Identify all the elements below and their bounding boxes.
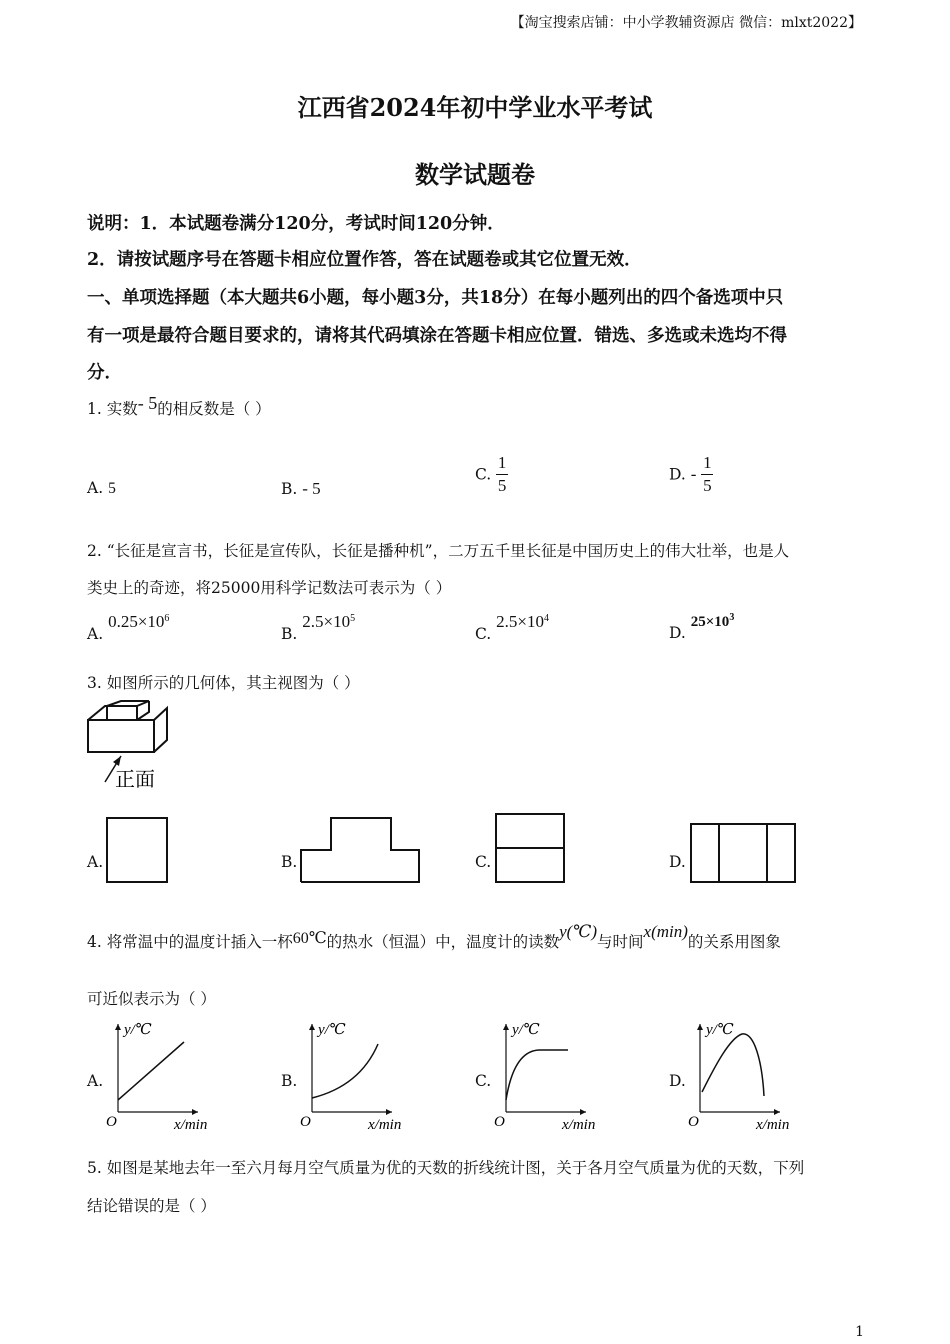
question-1: [87, 393, 271, 419]
question-4-line2: 可近似表示为（ ）: [87, 990, 216, 1008]
question-5-line2: 结论错误的是（ ）: [87, 1197, 216, 1215]
q3-option-b-label[interactable]: B.: [281, 853, 298, 871]
q4-option-d-label[interactable]: D.: [669, 1072, 686, 1090]
q3-option-a-label[interactable]: A.: [87, 853, 104, 871]
q3-option-a-figure[interactable]: [105, 816, 171, 886]
header-note: 【淘宝搜索店铺：中小学教辅资源店 微信：mlxt2022】: [510, 15, 862, 31]
q4-option-c-graph[interactable]: [488, 1016, 613, 1136]
q4-yvar: y(℃): [559, 922, 598, 941]
q4-option-b-label[interactable]: B.: [281, 1072, 298, 1090]
q1-option-c[interactable]: C. $\frac{1}{5}$: [475, 453, 507, 495]
q3-option-d-label[interactable]: D.: [669, 853, 686, 871]
exam-subtitle: 数学试题卷: [415, 160, 535, 189]
page-number: 1: [855, 1324, 864, 1340]
q4-option-a-label[interactable]: A.: [87, 1072, 104, 1090]
q4-b-origin: O: [300, 1114, 311, 1130]
q2-option-b[interactable]: B. $2.5\times 10^5$: [281, 612, 356, 643]
q4-b-ylabel: y/℃: [318, 1022, 346, 1038]
q3-option-d-figure[interactable]: [689, 822, 799, 886]
q3-option-b-figure[interactable]: [299, 816, 423, 886]
q1-pre: 1. 实数: [87, 400, 138, 418]
q2-option-d[interactable]: D. $25\times 10^3$: [669, 612, 735, 643]
q4-c-origin: O: [494, 1114, 505, 1130]
instruction-2: 2．请按试题序号在答题卡相应位置作答，答在试题卷或其它位置无效．: [87, 250, 642, 270]
q3-option-c-label[interactable]: C.: [475, 853, 492, 871]
q3-front-label: 正面: [115, 769, 155, 791]
q2-option-c[interactable]: C. $2.5\times 10^4$: [475, 612, 550, 643]
question-2-line2: 类史上的奇迹，将25000用科学记数法可表示为（ ）: [87, 579, 452, 597]
q4-d-ylabel: y/℃: [706, 1022, 734, 1038]
q2-option-a[interactable]: A. $0.25\times 10^6$: [87, 612, 170, 643]
q3-solid-figure: [85, 700, 185, 795]
q4-a-origin: O: [106, 1114, 117, 1130]
q4-c-ylabel: y/℃: [512, 1022, 540, 1038]
q4-option-b-graph[interactable]: [294, 1016, 419, 1136]
q4-xvar: x(min): [643, 922, 688, 941]
q1-fraction-d: $\frac{1}{5}$: [703, 453, 712, 495]
q1-option-d[interactable]: D. - $\frac{1}{5}$: [669, 453, 712, 495]
section-header-line2: 有一项是最符合题目要求的，请将其代码填涂在答题卡相应位置．错选、多选或未选均不得: [87, 326, 787, 346]
q4-c-xlabel: x/min: [562, 1117, 596, 1133]
q4-a-ylabel: y/℃: [124, 1022, 152, 1038]
q4-d-origin: O: [688, 1114, 699, 1130]
question-5-line1: 5. 如图是某地去年一至六月每月空气质量为优的天数的折线统计图，关于各月空气质量为优的天数，下列: [87, 1159, 805, 1177]
instruction-1: 说明：1．本试题卷满分120分，考试时间120分钟．: [87, 214, 505, 234]
question-2-line1: 2. “长征是宣言书，长征是宣传队，长征是播种机”，二万五千里长征是中国历史上的伟大壮举，也是人: [87, 542, 790, 560]
q4-option-a-graph[interactable]: [100, 1016, 225, 1136]
q4-option-d-graph[interactable]: [682, 1016, 807, 1136]
q1-option-b[interactable]: B. - 5: [281, 479, 321, 498]
q4-a-xlabel: x/min: [174, 1117, 208, 1133]
q4-d-xlabel: x/min: [756, 1117, 790, 1133]
exam-title: 江西省2024年初中学业水平考试: [297, 93, 653, 122]
section-header-line3: 分．: [87, 363, 122, 383]
q1-number: - 5: [137, 393, 158, 413]
q4-temp: 60℃: [292, 930, 327, 947]
q1-post: 的相反数是（ ）: [157, 400, 271, 418]
section-header-line1: 一、单项选择题（本大题共6小题，每小题3分，共18分）在每小题列出的四个备选项中只: [87, 288, 784, 308]
q1-option-a[interactable]: A. 5: [87, 479, 116, 497]
question-4-line1: 4. 将常温中的温度计插入一杯60℃的热水（恒温）中，温度计的读数y(℃)与时间x(min)的关系用图象: [87, 922, 781, 951]
q1-fraction-c: $\frac{1}{5}$: [497, 453, 507, 495]
q4-b-xlabel: x/min: [368, 1117, 402, 1133]
q3-option-c-figure[interactable]: [494, 812, 568, 886]
question-3: 3. 如图所示的几何体，其主视图为（ ）: [87, 674, 360, 692]
q4-option-c-label[interactable]: C.: [475, 1072, 492, 1090]
